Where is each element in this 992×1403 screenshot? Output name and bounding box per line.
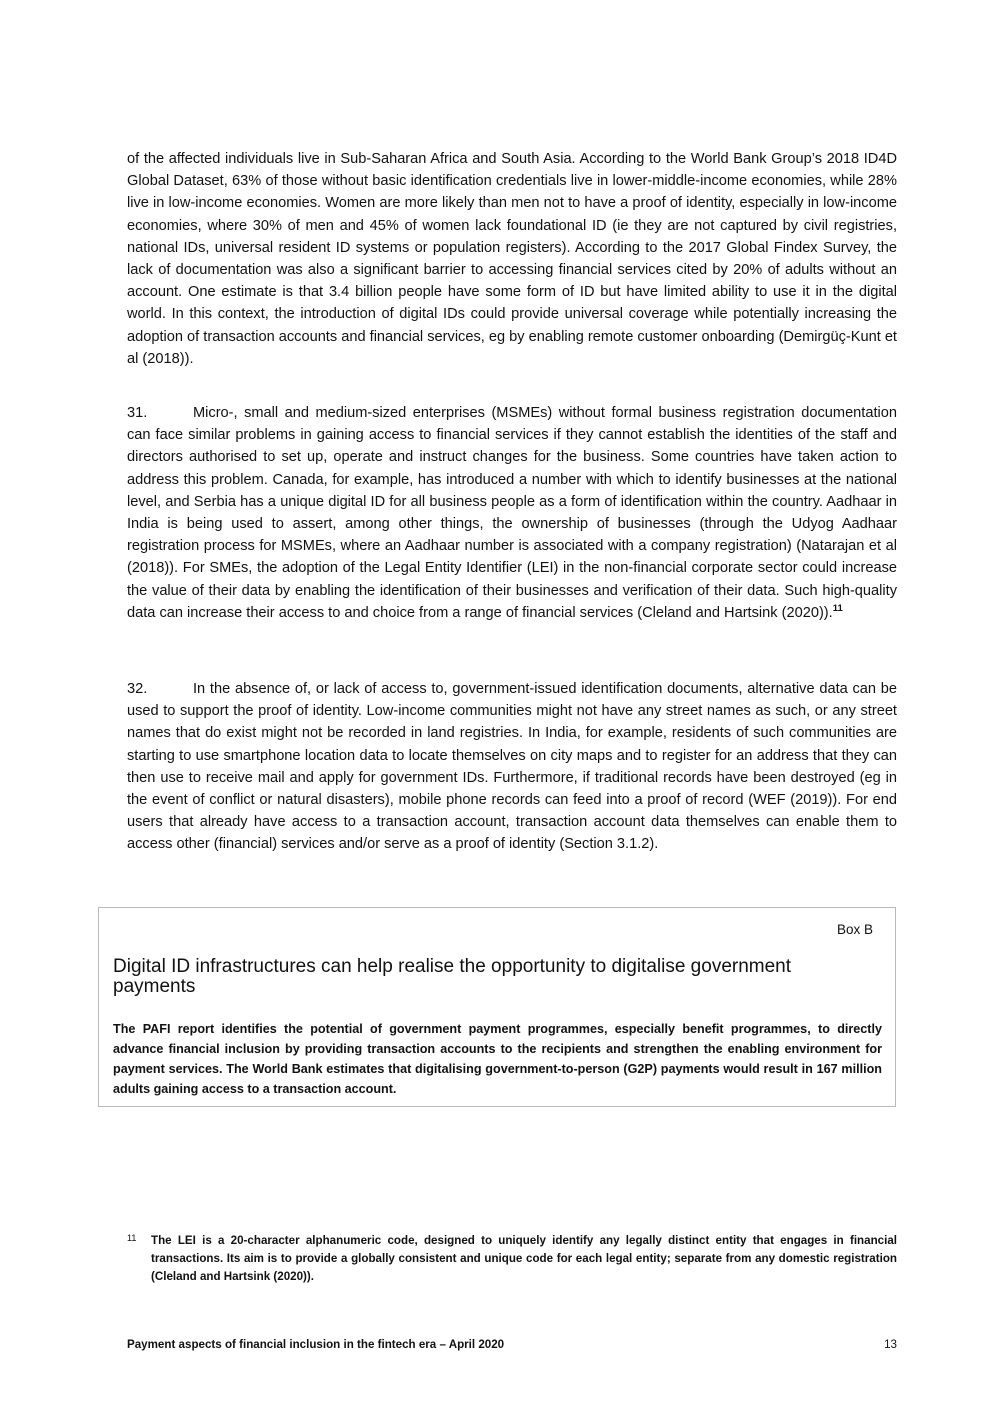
paragraph-continued: of the affected individuals live in Sub-Saharan Africa and South Asia. According to the World Bank Group’s 2018 ID4D Global Dataset, 63% of those without basic identification credentials live in lower-middle-income economies, while 28% live in low-income economies. Women are more likely than men not to have a proof of identity, especially in low-income economies, where 30% of men and 45% of women lack foundational ID (ie they are not captured by civil registries, national IDs, universal resident ID systems or population registers). According to the 2017 Global Findex Survey, the lack of documentation was also a significant barrier to accessing financial services cited by 20% of adults without an account. One estimate is that 3.4 billion people have some form of ID but have limited ability to use it in the digital world. In this context, the introduction of digital IDs could provide universal coverage while potentially increasing the adoption of transaction accounts and financial services, eg by enabling remote customer onboarding (Demirgüç-Kunt et al (2018)). (127, 151, 897, 367)
box-text: The PAFI report identifies the potential of government payment programmes, especially benefit programmes, to directly advance financial inclusion by providing transaction accounts to the recipients and strengthen the enabling environment for payment services. The World Bank estimates that digitalising government-to-person (G2P) payments would result in 167 million adults gaining access to a transaction account. (113, 1022, 882, 1096)
paragraph-text: In the absence of, or lack of access to, government-issued identification documents, alternative data can be used to support the proof of identity. Low-income communities might not have any street names as such, or any street names that do exist might not be recorded in land registries. In India, for example, residents of such communities are starting to use smartphone location data to locate themselves on city maps and to register for an address that they can then use to receive mail and apply for government IDs. Furthermore, if traditional records have been destroyed (eg in the event of conflict or natural disasters), mobile phone records can feed into a proof of record (WEF (2019)). For end users that already have access to a transaction account, transaction account data themselves can enable them to access other (financial) services and/or serve as a proof of identity (Section 3.1.2). (127, 681, 897, 853)
box-b (98, 907, 896, 1107)
footnote-text: The LEI is a 20-character alphanumeric code, designed to uniquely identify any legally distinct entity that engages in financial transactions. Its aim is to provide a globally consistent and unique code for each legal entity; separate from any domestic registration (Cleland and Hartsink (2020)). (151, 1234, 897, 1283)
box-title: Digital ID infrastructures can help realise the opportunity to digitalise government payments (113, 956, 792, 997)
footer-title: Payment aspects of financial inclusion in the fintech era – April 2020 (127, 1338, 505, 1351)
footnote-reference[interactable]: 11 (832, 602, 843, 614)
page-footer (127, 1338, 897, 1351)
page-number: 13 (884, 1338, 897, 1351)
paragraph-text: Micro-, small and medium-sized enterprises (MSMEs) without formal business registration documentation can face similar problems in gaining access to financial services if they cannot establish the identities of the staff and directors authorised to set up, operate and instruct changes for the business. Some countries have taken action to address this problem. Canada, for example, has introduced a number with which to identify businesses at the national level, and Serbia has a unique digital ID for all business people as a form of identification within the country. Aadhaar in India is being used to assert, among other things, the ownership of businesses (through the Udyog Aadhaar registration process for MSMEs, where an Aadhaar number is associated with a company registration) (Natarajan et al (2018)). For SMEs, the adoption of the Legal Entity Identifier (LEI) in the non-financial corporate sector could increase the value of their data by enabling the identification of their businesses and verification of their data. Such high-quality data can increase their access to and choice from a range of financial services (Cleland and Hartsink (2020)). (127, 405, 897, 621)
paragraph-number: 32. (127, 681, 148, 697)
paragraph-31 (127, 402, 897, 624)
box-label: Box B (836, 922, 873, 937)
paragraph-number: 31. (127, 405, 148, 421)
paragraph-32 (127, 678, 897, 856)
footnote-number: 11 (127, 1233, 137, 1243)
footnote (127, 1232, 897, 1285)
